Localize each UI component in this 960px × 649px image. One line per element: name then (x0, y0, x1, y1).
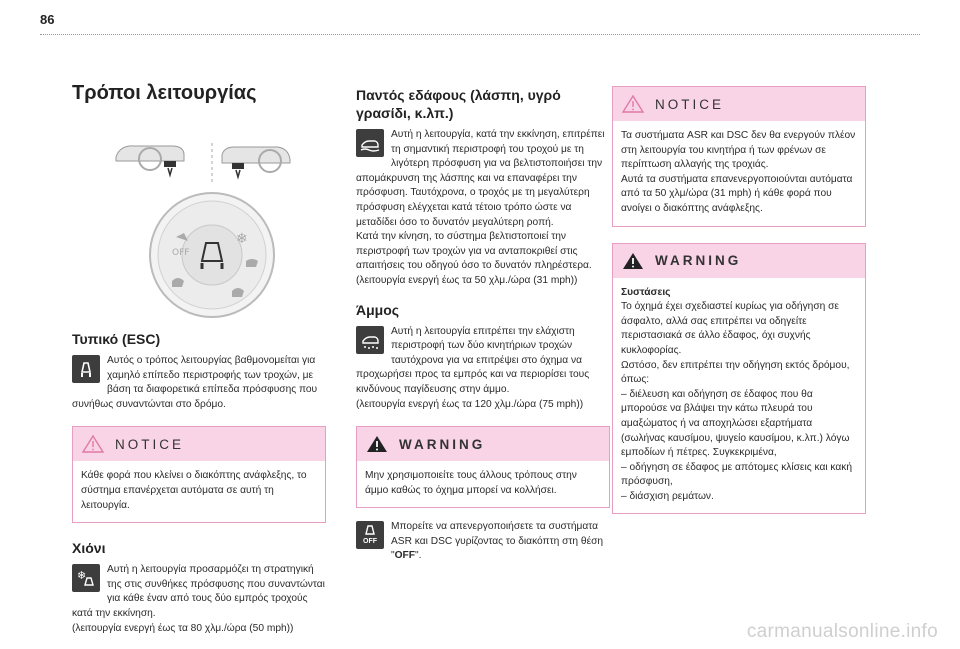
notice-box-1 (72, 426, 326, 523)
sand-paragraph (356, 325, 610, 398)
sand-heading: Άμμος (356, 301, 400, 318)
warning-header-2 (613, 244, 865, 278)
page-number: 86 (40, 12, 55, 27)
mud-heading: Παντός εδάφους (λάσπη, υγρό γρασίδι, κ.λπ.) (356, 87, 561, 121)
off-text: Μπορείτε να απενεργοποιήσετε τα συστήματα ASR και DSC γυρίζοντας το διακόπτη στη θέση "OFF". (391, 521, 604, 562)
rotary-dial (150, 193, 274, 317)
esc-heading: Τυπικό (ESC) (72, 331, 161, 347)
warning-triangle-icon (621, 251, 645, 271)
mud-mode-icon (356, 129, 384, 157)
warning-text-1: Μην χρησιμοποιείτε τους άλλους τρόπους στην άμμο καθώς το όχημα μπορεί να κολλήσει. (365, 470, 577, 496)
warning-triangle-icon (365, 434, 389, 454)
dashboard-right-icon (222, 147, 290, 177)
notice-header-1 (73, 427, 325, 461)
off-icon-label: OFF (363, 538, 377, 546)
esc-text: Αυτός ο τρόπος λειτουργίας βαθμονομείται για χαμηλό επίπεδο περιστροφής των τροχών, με βάση τα διαφορετικά επίπεδα πρόσφυσης που συνήθως συναντώνται στο δρόμο. (72, 355, 318, 410)
mud-text: Αυτή η λειτουργία, κατά την εκκίνηση, επιτρέπει τη σημαντική περιστροφή του τροχού με τη λιγότερη πρόσφυση για να βελτιστοποιήσει την απομάκρυνση της λάσπης και να επαναφέρει την πρόσφυση. Ταυτόχρονα, ο τροχός με τη μεγαλύτερη πρόσφυση ελέγχεται κατά τέτοιο τρόπο ώστε να μεταδίδει όσο το δυνατόν μεγαλύτερη ροπή. (356, 129, 605, 228)
column-2 (356, 82, 610, 564)
warning-text-2b: Ωστόσο, δεν επιτρέπει την οδήγηση εκτός δρόμου, όπως: (621, 359, 850, 386)
notice-warning-triangle-icon (81, 434, 105, 454)
snow-paragraph (72, 563, 326, 621)
sand-mode-icon (356, 326, 384, 354)
notice-header-2 (613, 87, 865, 121)
page-title: Τρόποι λειτουργίας (72, 82, 257, 104)
mud-note: (λειτουργία ενεργή έως τα 50 χλμ./ώρα (31 mph)) (356, 274, 578, 286)
sand-text: Αυτή η λειτουργία επιτρέπει την ελάχιστη περιστροφή των δύο κινητήριων τροχών ταυτόχρονα για να επιτρέψει στο όχημα να προχωρήσει προς τα εμπρός και να περιορίσει τους κινδύνους παγίδευσης στην άμμο. (356, 325, 590, 395)
warning-box-2 (612, 243, 866, 515)
dashboard-left-icon (116, 146, 184, 175)
warning-list-item: – διάσχιση ρεμάτων. (621, 490, 714, 502)
column-3 (612, 86, 866, 514)
warning-list-item: – οδήγηση σε έδαφος με απότομες κλίσεις και κακή πρόσφυση, (621, 461, 853, 488)
notice-text-2: Τα συστήματα ASR και DSC δεν θα ενεργούν πλέον στη λειτουργία του κινητήρα ή των φρένων σε περίπτωση αλλαγής της τροχιάς. (621, 130, 856, 171)
top-rule (40, 34, 920, 35)
recommendations-label: Συστάσεις (621, 286, 671, 298)
mud-text-2: Κατά την κίνηση, το σύστημα βελτιστοποιεί την περιστροφή των τροχών για να ανταποκριθεί στις απαιτήσεις του οδηγού όσο το δυνατόν πληρέστερα. (356, 231, 592, 272)
off-mode-icon (356, 521, 384, 549)
notice-text-1: Κάθε φορά που κλείνει ο διακόπτης ανάφλεξης, το σύστημα επανέρχεται αυτόματα σε αυτή τη λειτουργία. (81, 470, 307, 511)
sand-note: (λειτουργία ενεργή έως τα 120 χλμ./ώρα (75 mph)) (356, 398, 584, 410)
warning-box-1 (356, 426, 610, 508)
watermark: carmanualsonline.info (746, 621, 938, 642)
notice-text-2b: Αυτά τα συστήματα επανενεργοποιούνται αυτόματα από τα 50 χλμ/ώρα (31 mph) ή κάθε φορά που ανοίγει ο διακόπτης ανάφλεξης. (621, 173, 853, 214)
off-paragraph (356, 520, 610, 564)
column-1 (72, 82, 326, 636)
esc-mode-icon (72, 355, 100, 383)
dashboard-dial-illustration (72, 115, 326, 330)
warning-header-1 (357, 427, 609, 461)
notice-box-2 (612, 86, 866, 227)
warning-text-2: Το όχημά έχει σχεδιαστεί κυρίως για οδήγηση σε άσφαλτο, αλλά σας επιτρέπει να οδηγείτε περιστασιακά σε άλλο έδαφος, όχι συχνής κυκλοφορίας. (621, 301, 839, 356)
esc-paragraph (72, 354, 326, 412)
svg-text:❄: ❄ (236, 231, 248, 247)
snow-mode-icon (72, 564, 100, 592)
snow-heading: Χιόνι (72, 540, 106, 557)
warning-title-1: WARNING (399, 436, 486, 452)
notice-warning-triangle-icon (621, 94, 645, 114)
grip-control-illustration (72, 115, 326, 330)
snow-text: Αυτή η λειτουργία προσαρμόζει τη στρατηγική της στις συνθήκες πρόσφυσης που συναντώνται για κάθε έναν από τους δύο εμπρός τροχούς κατά την εκκίνηση. (72, 564, 325, 619)
warning-title-2: WARNING (655, 253, 742, 269)
notice-title-1: NOTICE (115, 436, 185, 452)
svg-text:OFF: OFF (172, 248, 190, 258)
notice-title-2: NOTICE (655, 96, 725, 112)
svg-text:❄: ❄ (77, 569, 87, 583)
mud-paragraph (356, 128, 610, 230)
snow-note: (λειτουργία ενεργή έως τα 80 χλμ./ώρα (50 mph)) (72, 622, 294, 634)
warning-list-item: – διέλευση και οδήγηση σε έδαφος που θα μπορούσε να βλάψει την κάτω πλευρά του αμαξώματος ή να αποχηλώσει εξαρτήματα (σωλήνας καυσίμου, ψυγείο καυσίμου, κ.λπ.) λόγω εμποδίων ή πέτρες. Συγκεκριμένα, (621, 388, 850, 459)
